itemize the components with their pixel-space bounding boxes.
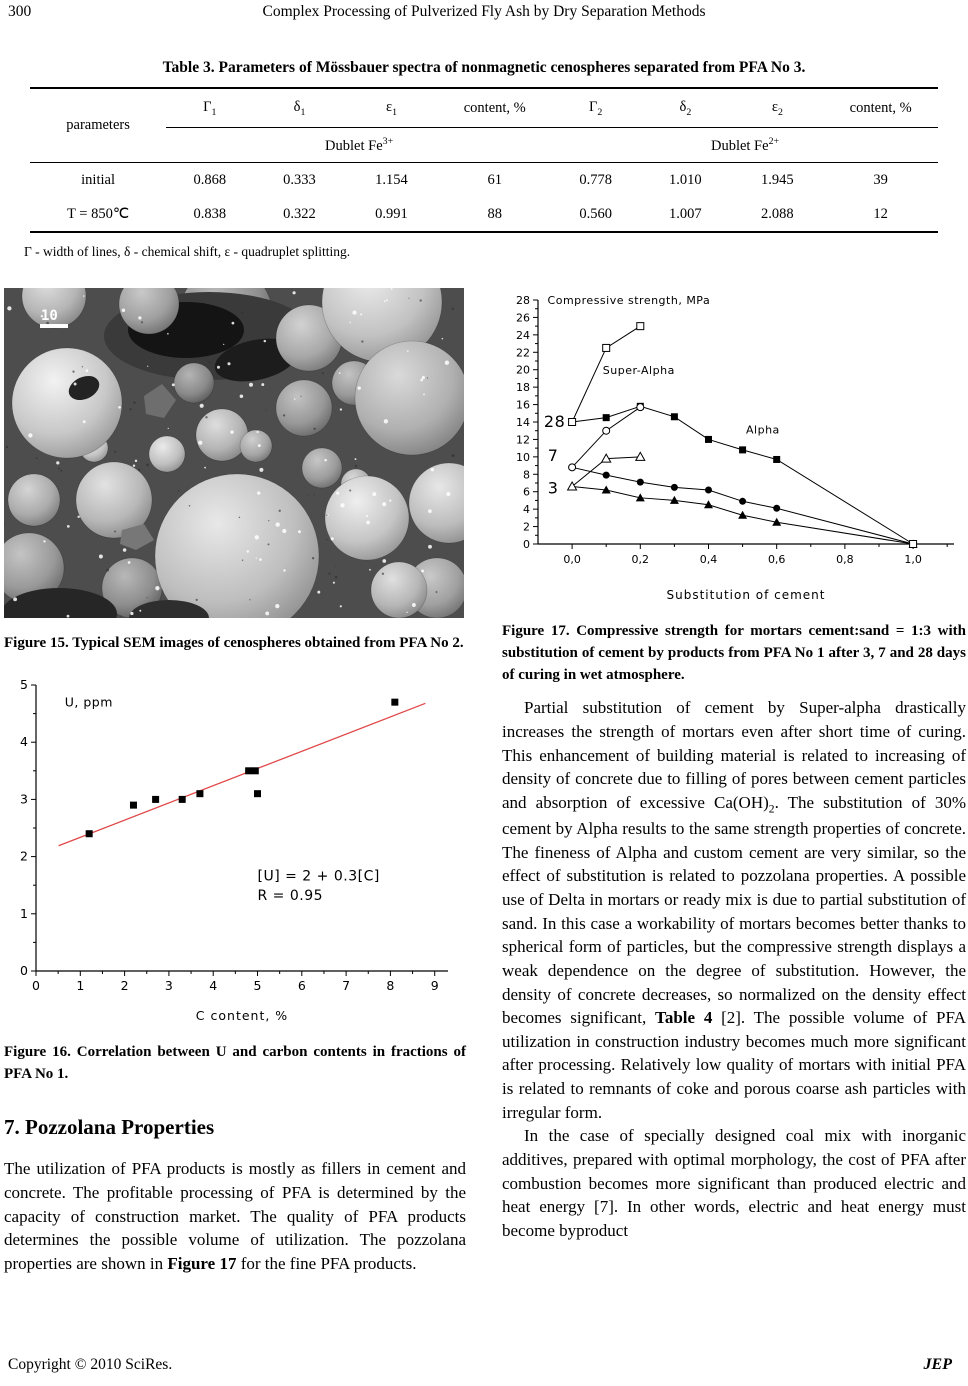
svg-text:6: 6 — [523, 485, 530, 499]
svg-text:0,4: 0,4 — [699, 553, 718, 566]
svg-text:7: 7 — [342, 977, 351, 993]
cell: 0.868 — [193, 171, 227, 188]
svg-text:0: 0 — [20, 962, 28, 978]
section7-heading: 7. Pozzolana Properties — [4, 1115, 215, 1140]
figure17-chart — [502, 288, 966, 606]
svg-text:Substitution of cement: Substitution of cement — [666, 588, 826, 602]
svg-text:1: 1 — [76, 977, 85, 993]
svg-text:R = 0.95: R = 0.95 — [257, 887, 324, 904]
table3-header-epsilon2: $\varepsilon_2$ — [771, 98, 783, 118]
cell: 39 — [873, 171, 888, 188]
svg-text:0,6: 0,6 — [767, 553, 786, 566]
svg-text:12: 12 — [516, 433, 530, 447]
svg-text:0,8: 0,8 — [836, 553, 854, 566]
svg-text:3: 3 — [164, 977, 173, 993]
sem-scale-label: 10 — [41, 308, 58, 324]
svg-text:C content, %: C content, % — [195, 1007, 289, 1023]
svg-text:16: 16 — [516, 398, 530, 412]
cell: 0.991 — [375, 205, 408, 222]
svg-text:1: 1 — [20, 905, 28, 921]
svg-text:18: 18 — [516, 381, 530, 395]
cell: 1.010 — [669, 171, 702, 188]
svg-text:2: 2 — [120, 977, 129, 993]
svg-text:5: 5 — [20, 676, 28, 692]
table3-header-parameters: parameters — [66, 117, 130, 133]
svg-text:4: 4 — [209, 977, 218, 993]
cell: 61 — [487, 171, 502, 188]
table3-header-delta2: $\delta_2$ — [679, 98, 692, 118]
table3 — [30, 87, 938, 233]
table3-footnote: Γ - width of lines, δ - chemical shift, ε - quadruplet splitting. — [24, 244, 351, 259]
table3-header-gamma1: $\Gamma_1$ — [203, 98, 217, 118]
cell: 0.560 — [579, 205, 612, 222]
two-column-layout — [0, 288, 968, 1275]
svg-text:0: 0 — [523, 538, 530, 551]
left-column — [4, 288, 466, 1275]
svg-text:0: 0 — [32, 977, 40, 993]
journal-abbreviation: JEP — [923, 1356, 952, 1373]
svg-text:1,0: 1,0 — [904, 553, 922, 566]
svg-text:28: 28 — [516, 294, 530, 307]
svg-text:9: 9 — [430, 977, 439, 993]
svg-text:24: 24 — [516, 328, 530, 342]
figure16-caption: Figure 16. Correlation between U and carbon contents in fractions of PFA No 1. — [4, 1043, 466, 1082]
figure15-sem-image — [4, 288, 464, 618]
svg-text:10: 10 — [516, 450, 530, 464]
svg-text:[U] = 2 + 0.3[C]: [U] = 2 + 0.3[C] — [257, 868, 380, 885]
svg-text:4: 4 — [523, 503, 530, 517]
table3-header-content2: content, % — [849, 99, 912, 116]
figure16-chart — [4, 675, 466, 1027]
svg-text:4: 4 — [20, 733, 28, 749]
cell: 88 — [487, 205, 502, 222]
svg-text:0,0: 0,0 — [563, 553, 581, 566]
svg-text:Alpha: Alpha — [746, 423, 780, 437]
cell: 0.778 — [579, 171, 612, 188]
table3-title: Table 3. Parameters of Mössbauer spectra of nonmagnetic cenospheres separated from PFA No 3. — [162, 59, 806, 76]
svg-text:Compressive strength, MPa: Compressive strength, MPa — [547, 293, 711, 307]
cell: 2.088 — [761, 205, 794, 222]
svg-text:8: 8 — [523, 468, 530, 482]
figure15-caption: Figure 15. Typical SEM images of cenospheres obtained from PFA No 2. — [4, 635, 464, 651]
svg-text:28: 28 — [543, 412, 566, 432]
running-title: Complex Processing of Pulverized Fly Ash by Dry Separation Methods — [262, 3, 706, 20]
svg-text:0,2: 0,2 — [631, 553, 650, 566]
table3-header-epsilon1: $\varepsilon_1$ — [385, 98, 397, 118]
svg-text:Super-Alpha: Super-Alpha — [602, 364, 675, 378]
running-head — [0, 0, 968, 27]
table3-header-content1: content, % — [463, 99, 526, 116]
table3-group-dublet-fe3: Dublet $Fe^{3+}$ — [166, 128, 552, 163]
svg-text:3: 3 — [20, 791, 28, 807]
cell: 0.838 — [193, 205, 227, 222]
svg-text:6: 6 — [297, 977, 306, 993]
row-label: T = 850℃ — [67, 205, 130, 222]
svg-text:U, ppm: U, ppm — [64, 694, 113, 710]
svg-text:3: 3 — [547, 478, 559, 498]
svg-text:5: 5 — [253, 977, 262, 993]
svg-text:22: 22 — [516, 346, 530, 360]
table-row — [30, 163, 938, 198]
table3-header-gamma2: $\Gamma_2$ — [589, 98, 603, 118]
cell: 0.322 — [283, 205, 316, 222]
table3-header-delta1: $\delta_1$ — [293, 98, 306, 118]
cell: 0.333 — [283, 171, 316, 188]
svg-text:2: 2 — [20, 848, 28, 864]
cell: 12 — [873, 205, 888, 222]
copyright-text: Copyright © 2010 SciRes. — [8, 1356, 173, 1373]
figure17-caption: Figure 17. Compressive strength for mortars cement:sand = 1:3 with substitution of cement by products from PFA No 1 after 3, 7 and 28 days of curing in wet atmosphere. — [502, 623, 966, 683]
svg-text:8: 8 — [386, 977, 395, 993]
svg-text:14: 14 — [516, 416, 530, 429]
svg-text:26: 26 — [516, 311, 530, 325]
svg-text:7: 7 — [547, 446, 559, 466]
svg-text:2: 2 — [523, 520, 530, 534]
page-footer — [8, 1356, 952, 1374]
body-paragraph-2: In the case of specially designed coal mix with inorganic additives, prepared with optimal morphology, the cost of PFA after combustion becomes more significant than produced electric and heat energy [7]. In other words, electric and heat energy must become byproduct — [502, 1126, 966, 1240]
cell: 1.945 — [761, 171, 794, 188]
row-label: initial — [81, 171, 115, 188]
table-row — [30, 197, 938, 232]
table3-group-dublet-fe2: Dublet $Fe^{2+}$ — [552, 128, 938, 163]
cell: 1.007 — [669, 205, 702, 222]
right-column — [502, 288, 966, 1275]
cell: 1.154 — [375, 171, 408, 188]
svg-text:20: 20 — [516, 363, 530, 377]
page-number: 300 — [8, 3, 32, 20]
body-paragraph-1: Partial substitution of cement by Super-alpha drastically increases the strength of mortars even after short time of curing. This enhancement of building material is related to increasing of density of concrete due to filling of pores between cement particles and absorption of excessive $Ca(OH)_2$. The substitution of 30% cement by Alpha results to the same strength properties of concrete. The fineness of Alpha and custom cement are very similar, so the effect of substitution is related to pozzolana properties. A possible use of Delta in mortars or ready mix is due to partial substitution of sand. In this case a workability of mortars becomes better thanks to spherical form of particles, but the compressive strength displays a weak dependence on the degree of substitution. However, the density of concrete decreases, so normalized on the density effect becomes significant, Table 4 [2]. The possible volume of PFA utilization in construction industry becomes much more significant after processing. Relatively low quality of mortars with initial PFA is related to remnants of coke and porous coarse ash particles with irregular form. — [502, 698, 967, 1122]
section7-paragraph: The utilization of PFA products is mostly as fillers in cement and concrete. The profitable processing of PFA is determined by the capacity of construction market. The quality of PFA products determines the possible volume of utilization. The pozzolana properties are shown in Figure 17 for the fine PFA products. — [4, 1159, 466, 1273]
